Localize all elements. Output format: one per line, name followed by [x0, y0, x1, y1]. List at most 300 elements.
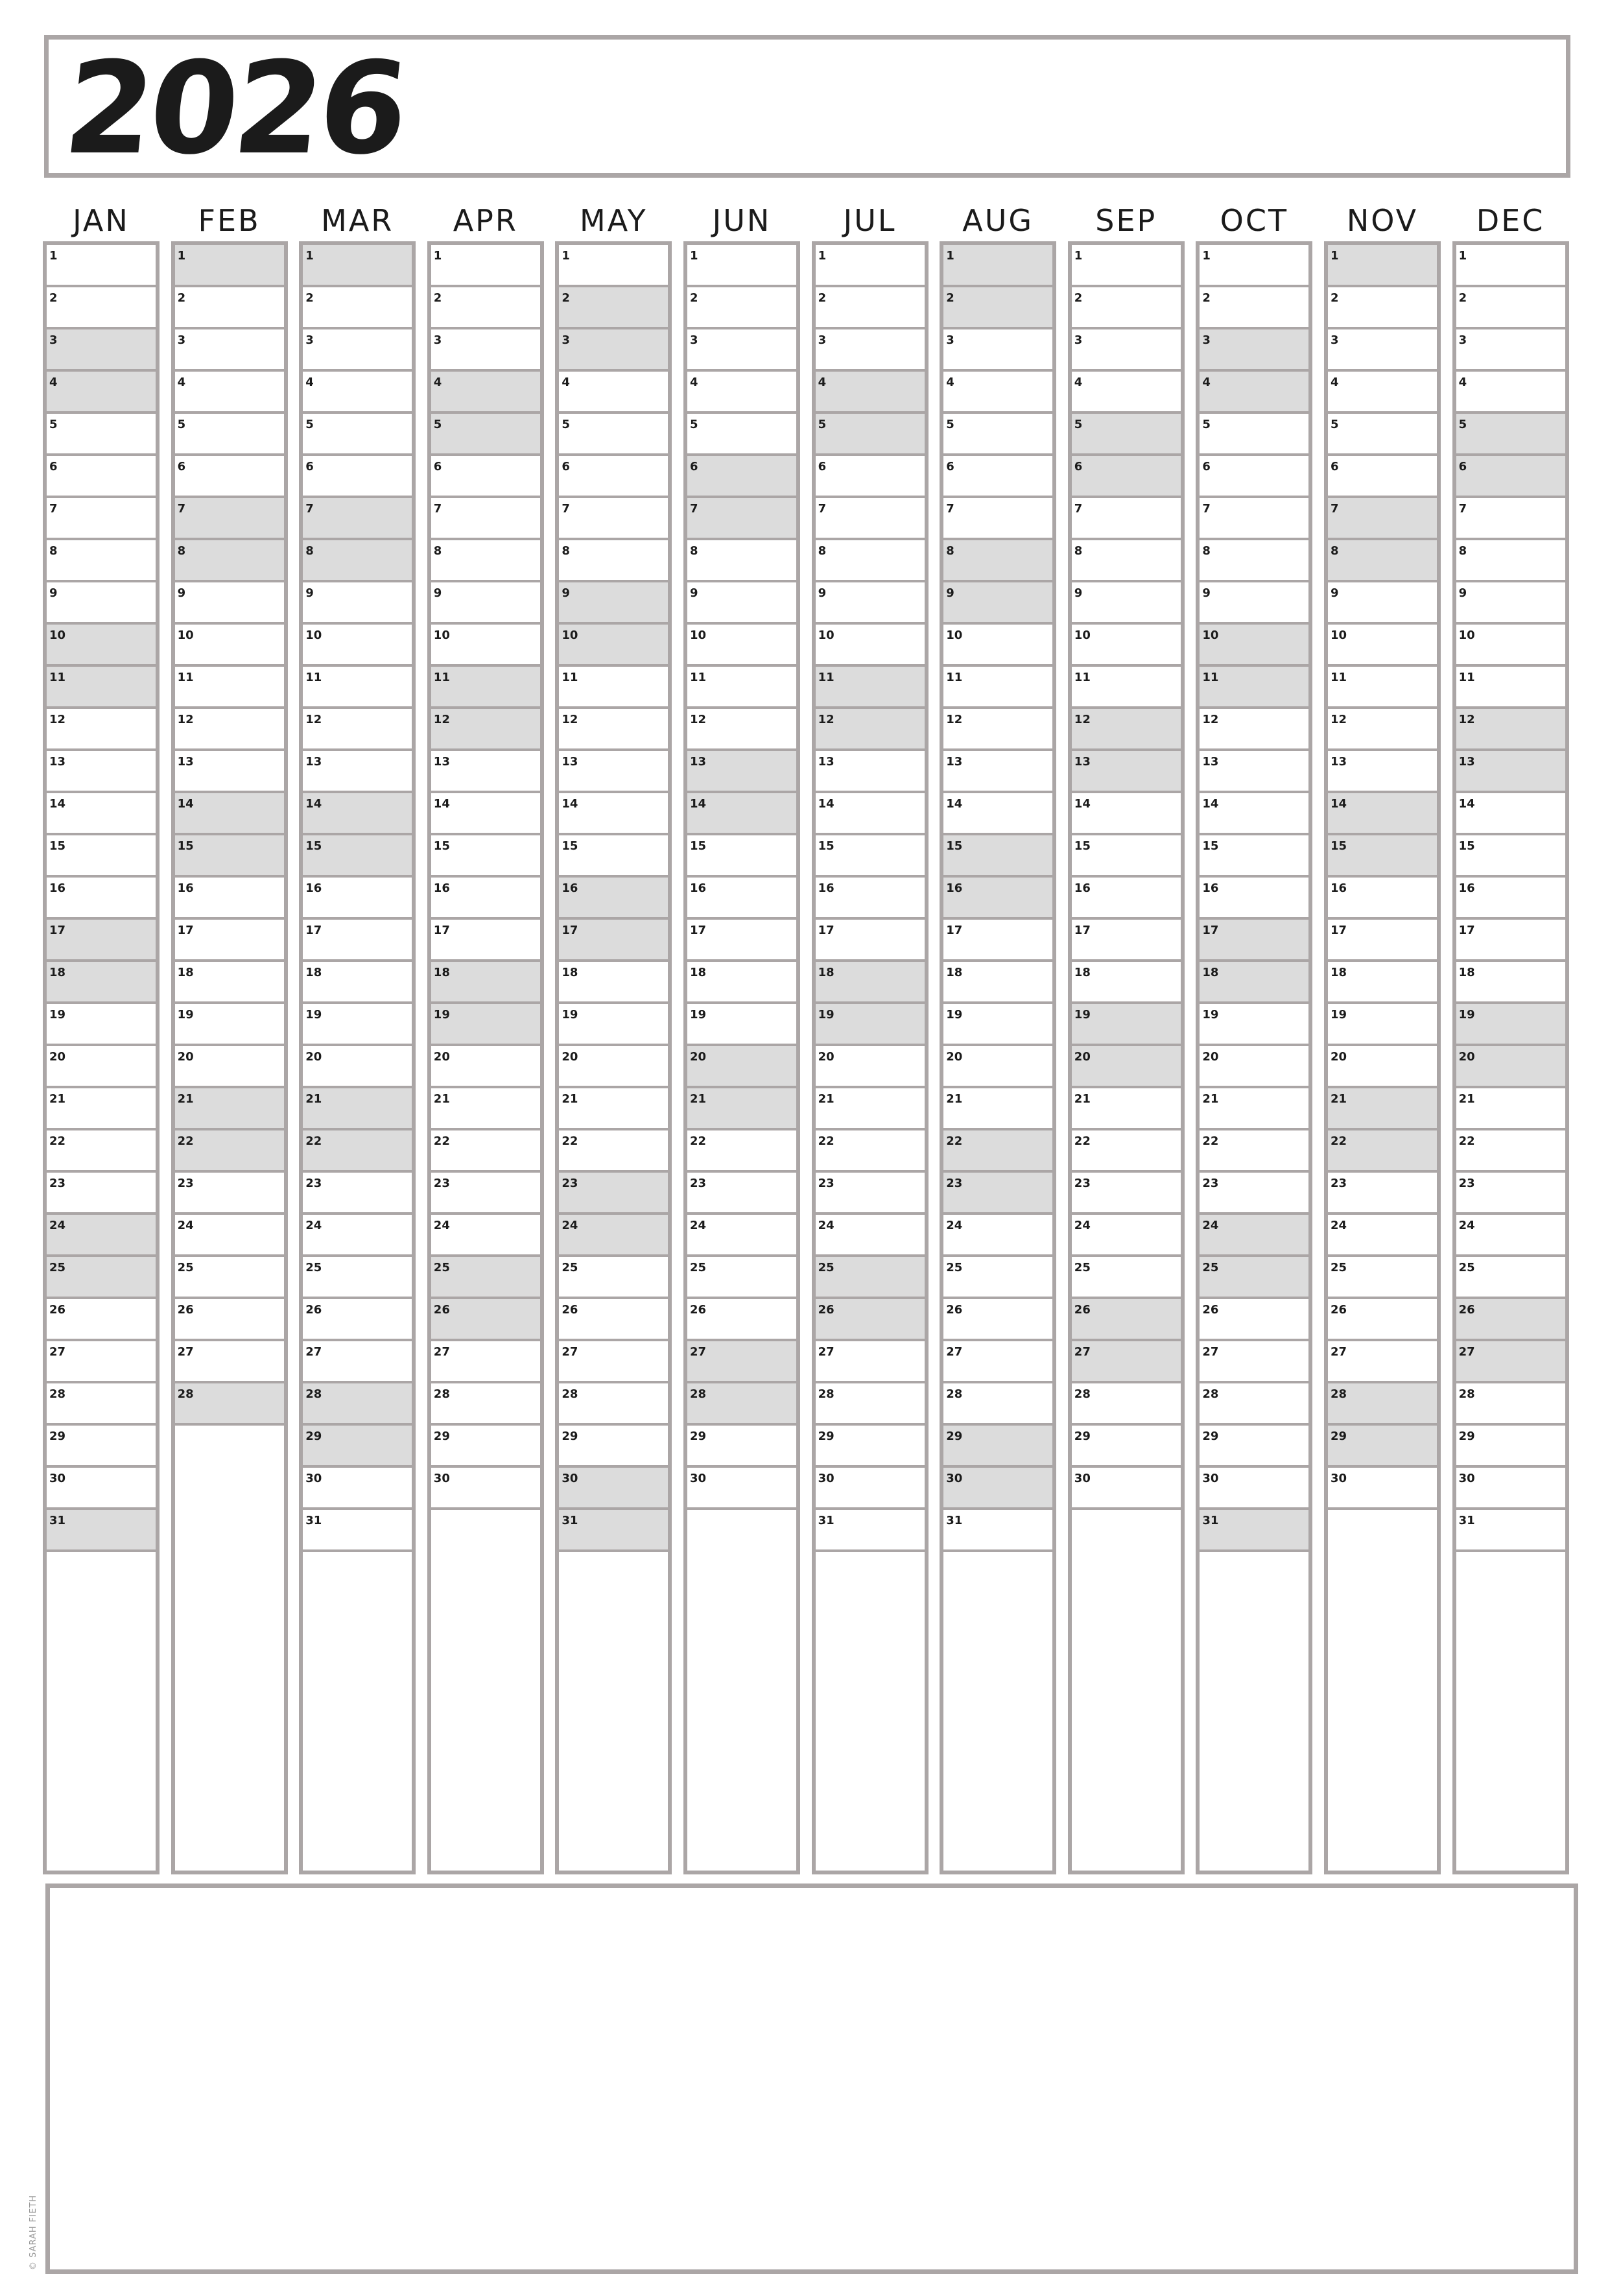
day-cell[interactable] — [47, 582, 156, 625]
day-cell[interactable] — [1200, 287, 1308, 329]
day-cell[interactable] — [816, 414, 925, 456]
day-cell[interactable] — [1200, 1468, 1308, 1510]
day-cell[interactable] — [431, 1383, 540, 1426]
day-cell[interactable] — [1200, 625, 1308, 667]
day-cell[interactable] — [47, 372, 156, 414]
day-cell[interactable] — [175, 414, 284, 456]
day-cell[interactable] — [303, 1215, 412, 1257]
day-cell[interactable] — [175, 287, 284, 329]
day-cell[interactable] — [175, 245, 284, 287]
day-cell[interactable] — [431, 582, 540, 625]
day-cell[interactable] — [559, 1130, 668, 1173]
day-cell[interactable] — [943, 793, 1052, 835]
day-cell[interactable] — [1200, 1046, 1308, 1088]
day-cell[interactable] — [431, 1004, 540, 1046]
day-cell[interactable] — [1456, 1341, 1565, 1383]
day-cell[interactable] — [303, 920, 412, 962]
day-cell[interactable] — [559, 245, 668, 287]
day-cell[interactable] — [175, 1173, 284, 1215]
day-cell[interactable] — [943, 1341, 1052, 1383]
day-cell[interactable] — [943, 709, 1052, 751]
day-cell[interactable] — [816, 1383, 925, 1426]
day-cell[interactable] — [175, 329, 284, 372]
day-cell[interactable] — [559, 582, 668, 625]
day-cell[interactable] — [1328, 751, 1437, 793]
day-cell[interactable] — [1072, 498, 1181, 540]
day-cell[interactable] — [1456, 793, 1565, 835]
day-cell[interactable] — [943, 962, 1052, 1004]
day-cell[interactable] — [559, 287, 668, 329]
day-cell[interactable] — [1072, 962, 1181, 1004]
day-cell[interactable] — [303, 1257, 412, 1299]
day-cell[interactable] — [816, 1215, 925, 1257]
day-cell[interactable] — [1072, 878, 1181, 920]
day-cell[interactable] — [1328, 1046, 1437, 1088]
day-cell[interactable] — [175, 1341, 284, 1383]
day-cell[interactable] — [943, 1257, 1052, 1299]
day-cell[interactable] — [687, 625, 796, 667]
day-cell[interactable] — [175, 372, 284, 414]
day-cell[interactable] — [175, 835, 284, 878]
day-cell[interactable] — [431, 625, 540, 667]
day-cell[interactable] — [47, 1341, 156, 1383]
day-cell[interactable] — [1456, 920, 1565, 962]
day-cell[interactable] — [47, 245, 156, 287]
day-cell[interactable] — [1328, 1173, 1437, 1215]
day-cell[interactable] — [687, 962, 796, 1004]
day-cell[interactable] — [943, 878, 1052, 920]
day-cell[interactable] — [1200, 1510, 1308, 1552]
day-cell[interactable] — [1456, 498, 1565, 540]
day-cell[interactable] — [47, 1088, 156, 1130]
day-cell[interactable] — [816, 1341, 925, 1383]
day-cell[interactable] — [175, 1215, 284, 1257]
day-cell[interactable] — [431, 498, 540, 540]
day-cell[interactable] — [943, 920, 1052, 962]
day-cell[interactable] — [943, 540, 1052, 582]
day-cell[interactable] — [1456, 1004, 1565, 1046]
day-cell[interactable] — [816, 793, 925, 835]
day-cell[interactable] — [431, 1257, 540, 1299]
day-cell[interactable] — [175, 1299, 284, 1341]
day-cell[interactable] — [559, 372, 668, 414]
day-cell[interactable] — [47, 1046, 156, 1088]
day-cell[interactable] — [175, 878, 284, 920]
day-cell[interactable] — [816, 1173, 925, 1215]
day-cell[interactable] — [1200, 1383, 1308, 1426]
day-cell[interactable] — [431, 1130, 540, 1173]
day-cell[interactable] — [175, 498, 284, 540]
day-cell[interactable] — [1072, 1468, 1181, 1510]
day-cell[interactable] — [431, 751, 540, 793]
day-cell[interactable] — [1328, 414, 1437, 456]
day-cell[interactable] — [1328, 498, 1437, 540]
day-cell[interactable] — [303, 498, 412, 540]
day-cell[interactable] — [559, 1173, 668, 1215]
day-cell[interactable] — [1072, 540, 1181, 582]
day-cell[interactable] — [1072, 793, 1181, 835]
day-cell[interactable] — [303, 1088, 412, 1130]
day-cell[interactable] — [175, 709, 284, 751]
day-cell[interactable] — [943, 414, 1052, 456]
day-cell[interactable] — [1456, 1257, 1565, 1299]
day-cell[interactable] — [47, 1510, 156, 1552]
day-cell[interactable] — [303, 1341, 412, 1383]
day-cell[interactable] — [1328, 1299, 1437, 1341]
day-cell[interactable] — [816, 1426, 925, 1468]
day-cell[interactable] — [1072, 1004, 1181, 1046]
day-cell[interactable] — [303, 1426, 412, 1468]
day-cell[interactable] — [559, 540, 668, 582]
day-cell[interactable] — [943, 1088, 1052, 1130]
day-cell[interactable] — [943, 1173, 1052, 1215]
day-cell[interactable] — [431, 1299, 540, 1341]
day-cell[interactable] — [943, 1468, 1052, 1510]
day-cell[interactable] — [1072, 751, 1181, 793]
day-cell[interactable] — [47, 625, 156, 667]
day-cell[interactable] — [1456, 245, 1565, 287]
day-cell[interactable] — [1328, 625, 1437, 667]
day-cell[interactable] — [1200, 667, 1308, 709]
day-cell[interactable] — [1328, 1383, 1437, 1426]
day-cell[interactable] — [559, 709, 668, 751]
day-cell[interactable] — [687, 1257, 796, 1299]
day-cell[interactable] — [1072, 625, 1181, 667]
day-cell[interactable] — [303, 962, 412, 1004]
day-cell[interactable] — [943, 625, 1052, 667]
day-cell[interactable] — [431, 1173, 540, 1215]
day-cell[interactable] — [687, 1215, 796, 1257]
day-cell[interactable] — [559, 835, 668, 878]
day-cell[interactable] — [1072, 287, 1181, 329]
day-cell[interactable] — [175, 667, 284, 709]
day-cell[interactable] — [559, 1257, 668, 1299]
day-cell[interactable] — [303, 540, 412, 582]
day-cell[interactable] — [687, 667, 796, 709]
day-cell[interactable] — [1456, 751, 1565, 793]
day-cell[interactable] — [1072, 1088, 1181, 1130]
day-cell[interactable] — [303, 456, 412, 498]
day-cell[interactable] — [47, 287, 156, 329]
day-cell[interactable] — [1328, 1004, 1437, 1046]
day-cell[interactable] — [175, 1383, 284, 1426]
day-cell[interactable] — [559, 751, 668, 793]
day-cell[interactable] — [687, 1299, 796, 1341]
day-cell[interactable] — [1328, 920, 1437, 962]
day-cell[interactable] — [559, 1426, 668, 1468]
day-cell[interactable] — [816, 456, 925, 498]
day-cell[interactable] — [1456, 1510, 1565, 1552]
day-cell[interactable] — [687, 1004, 796, 1046]
day-cell[interactable] — [1200, 835, 1308, 878]
day-cell[interactable] — [175, 1130, 284, 1173]
day-cell[interactable] — [47, 1299, 156, 1341]
day-cell[interactable] — [431, 1215, 540, 1257]
day-cell[interactable] — [1328, 540, 1437, 582]
notes-box[interactable] — [45, 1883, 1578, 2274]
day-cell[interactable] — [175, 1046, 284, 1088]
day-cell[interactable] — [816, 1510, 925, 1552]
day-cell[interactable] — [943, 1215, 1052, 1257]
day-cell[interactable] — [303, 1383, 412, 1426]
day-cell[interactable] — [943, 751, 1052, 793]
day-cell[interactable] — [559, 920, 668, 962]
day-cell[interactable] — [943, 456, 1052, 498]
day-cell[interactable] — [559, 878, 668, 920]
day-cell[interactable] — [687, 1088, 796, 1130]
day-cell[interactable] — [303, 1510, 412, 1552]
day-cell[interactable] — [303, 1004, 412, 1046]
day-cell[interactable] — [1200, 540, 1308, 582]
day-cell[interactable] — [1456, 1215, 1565, 1257]
day-cell[interactable] — [1200, 1088, 1308, 1130]
day-cell[interactable] — [431, 456, 540, 498]
day-cell[interactable] — [1328, 287, 1437, 329]
day-cell[interactable] — [687, 245, 796, 287]
day-cell[interactable] — [559, 1215, 668, 1257]
day-cell[interactable] — [687, 1130, 796, 1173]
day-cell[interactable] — [1328, 1130, 1437, 1173]
day-cell[interactable] — [559, 498, 668, 540]
day-cell[interactable] — [816, 372, 925, 414]
day-cell[interactable] — [1072, 1257, 1181, 1299]
day-cell[interactable] — [175, 1088, 284, 1130]
day-cell[interactable] — [47, 920, 156, 962]
day-cell[interactable] — [943, 1510, 1052, 1552]
day-cell[interactable] — [687, 287, 796, 329]
day-cell[interactable] — [431, 1468, 540, 1510]
day-cell[interactable] — [943, 1046, 1052, 1088]
day-cell[interactable] — [47, 456, 156, 498]
day-cell[interactable] — [1200, 1215, 1308, 1257]
day-cell[interactable] — [1072, 1173, 1181, 1215]
day-cell[interactable] — [1328, 1426, 1437, 1468]
day-cell[interactable] — [47, 414, 156, 456]
day-cell[interactable] — [47, 329, 156, 372]
day-cell[interactable] — [1072, 1341, 1181, 1383]
day-cell[interactable] — [1072, 1046, 1181, 1088]
day-cell[interactable] — [687, 582, 796, 625]
day-cell[interactable] — [559, 329, 668, 372]
day-cell[interactable] — [303, 582, 412, 625]
day-cell[interactable] — [1200, 582, 1308, 625]
day-cell[interactable] — [943, 498, 1052, 540]
day-cell[interactable] — [943, 582, 1052, 625]
day-cell[interactable] — [816, 582, 925, 625]
day-cell[interactable] — [559, 1468, 668, 1510]
day-cell[interactable] — [1456, 667, 1565, 709]
day-cell[interactable] — [1328, 962, 1437, 1004]
day-cell[interactable] — [431, 962, 540, 1004]
day-cell[interactable] — [47, 540, 156, 582]
day-cell[interactable] — [1200, 1299, 1308, 1341]
day-cell[interactable] — [1072, 1299, 1181, 1341]
day-cell[interactable] — [687, 1046, 796, 1088]
day-cell[interactable] — [431, 1426, 540, 1468]
day-cell[interactable] — [1072, 835, 1181, 878]
day-cell[interactable] — [687, 414, 796, 456]
day-cell[interactable] — [1328, 372, 1437, 414]
day-cell[interactable] — [1072, 456, 1181, 498]
day-cell[interactable] — [943, 667, 1052, 709]
day-cell[interactable] — [1200, 878, 1308, 920]
day-cell[interactable] — [687, 1468, 796, 1510]
day-cell[interactable] — [816, 751, 925, 793]
day-cell[interactable] — [816, 329, 925, 372]
day-cell[interactable] — [816, 835, 925, 878]
day-cell[interactable] — [1072, 329, 1181, 372]
day-cell[interactable] — [687, 709, 796, 751]
day-cell[interactable] — [1456, 414, 1565, 456]
day-cell[interactable] — [816, 1004, 925, 1046]
day-cell[interactable] — [1200, 1341, 1308, 1383]
day-cell[interactable] — [816, 920, 925, 962]
day-cell[interactable] — [1456, 878, 1565, 920]
day-cell[interactable] — [943, 835, 1052, 878]
day-cell[interactable] — [816, 245, 925, 287]
day-cell[interactable] — [943, 287, 1052, 329]
day-cell[interactable] — [816, 1299, 925, 1341]
day-cell[interactable] — [1072, 414, 1181, 456]
day-cell[interactable] — [431, 709, 540, 751]
day-cell[interactable] — [1328, 1257, 1437, 1299]
day-cell[interactable] — [431, 245, 540, 287]
day-cell[interactable] — [687, 372, 796, 414]
day-cell[interactable] — [175, 751, 284, 793]
day-cell[interactable] — [559, 1088, 668, 1130]
day-cell[interactable] — [687, 498, 796, 540]
day-cell[interactable] — [1200, 1173, 1308, 1215]
day-cell[interactable] — [943, 1130, 1052, 1173]
day-cell[interactable] — [816, 1130, 925, 1173]
day-cell[interactable] — [47, 1215, 156, 1257]
day-cell[interactable] — [1456, 582, 1565, 625]
day-cell[interactable] — [943, 245, 1052, 287]
day-cell[interactable] — [175, 962, 284, 1004]
day-cell[interactable] — [816, 962, 925, 1004]
day-cell[interactable] — [47, 709, 156, 751]
day-cell[interactable] — [816, 1257, 925, 1299]
day-cell[interactable] — [1200, 372, 1308, 414]
day-cell[interactable] — [1456, 540, 1565, 582]
day-cell[interactable] — [1072, 1215, 1181, 1257]
day-cell[interactable] — [47, 1383, 156, 1426]
day-cell[interactable] — [1328, 329, 1437, 372]
day-cell[interactable] — [431, 835, 540, 878]
day-cell[interactable] — [431, 287, 540, 329]
day-cell[interactable] — [431, 372, 540, 414]
day-cell[interactable] — [687, 920, 796, 962]
day-cell[interactable] — [1456, 329, 1565, 372]
day-cell[interactable] — [559, 793, 668, 835]
day-cell[interactable] — [1200, 1426, 1308, 1468]
day-cell[interactable] — [1456, 1299, 1565, 1341]
day-cell[interactable] — [1200, 709, 1308, 751]
day-cell[interactable] — [1328, 245, 1437, 287]
day-cell[interactable] — [47, 793, 156, 835]
day-cell[interactable] — [1072, 582, 1181, 625]
day-cell[interactable] — [1072, 1383, 1181, 1426]
day-cell[interactable] — [559, 1046, 668, 1088]
day-cell[interactable] — [1456, 1468, 1565, 1510]
day-cell[interactable] — [47, 498, 156, 540]
day-cell[interactable] — [431, 667, 540, 709]
day-cell[interactable] — [816, 498, 925, 540]
day-cell[interactable] — [816, 1468, 925, 1510]
day-cell[interactable] — [1456, 625, 1565, 667]
day-cell[interactable] — [943, 1383, 1052, 1426]
day-cell[interactable] — [687, 793, 796, 835]
day-cell[interactable] — [1200, 962, 1308, 1004]
day-cell[interactable] — [303, 835, 412, 878]
day-cell[interactable] — [559, 1383, 668, 1426]
day-cell[interactable] — [1328, 667, 1437, 709]
day-cell[interactable] — [687, 1341, 796, 1383]
day-cell[interactable] — [47, 835, 156, 878]
day-cell[interactable] — [175, 456, 284, 498]
day-cell[interactable] — [1456, 287, 1565, 329]
day-cell[interactable] — [1200, 414, 1308, 456]
day-cell[interactable] — [1456, 835, 1565, 878]
day-cell[interactable] — [303, 1130, 412, 1173]
day-cell[interactable] — [943, 372, 1052, 414]
day-cell[interactable] — [47, 1173, 156, 1215]
day-cell[interactable] — [175, 582, 284, 625]
day-cell[interactable] — [816, 287, 925, 329]
day-cell[interactable] — [1200, 456, 1308, 498]
day-cell[interactable] — [559, 1510, 668, 1552]
day-cell[interactable] — [431, 414, 540, 456]
day-cell[interactable] — [175, 1004, 284, 1046]
day-cell[interactable] — [559, 414, 668, 456]
day-cell[interactable] — [1072, 1426, 1181, 1468]
day-cell[interactable] — [431, 1046, 540, 1088]
day-cell[interactable] — [303, 1299, 412, 1341]
day-cell[interactable] — [1328, 1215, 1437, 1257]
day-cell[interactable] — [943, 329, 1052, 372]
day-cell[interactable] — [1072, 667, 1181, 709]
day-cell[interactable] — [303, 372, 412, 414]
day-cell[interactable] — [1200, 1257, 1308, 1299]
day-cell[interactable] — [47, 962, 156, 1004]
day-cell[interactable] — [303, 625, 412, 667]
day-cell[interactable] — [47, 1257, 156, 1299]
day-cell[interactable] — [1456, 1088, 1565, 1130]
day-cell[interactable] — [303, 751, 412, 793]
day-cell[interactable] — [431, 920, 540, 962]
day-cell[interactable] — [559, 1299, 668, 1341]
day-cell[interactable] — [1456, 372, 1565, 414]
day-cell[interactable] — [816, 878, 925, 920]
day-cell[interactable] — [47, 1130, 156, 1173]
day-cell[interactable] — [559, 625, 668, 667]
day-cell[interactable] — [1456, 456, 1565, 498]
day-cell[interactable] — [47, 878, 156, 920]
day-cell[interactable] — [1456, 1173, 1565, 1215]
day-cell[interactable] — [1328, 793, 1437, 835]
day-cell[interactable] — [1072, 245, 1181, 287]
day-cell[interactable] — [559, 456, 668, 498]
day-cell[interactable] — [175, 1257, 284, 1299]
day-cell[interactable] — [303, 1173, 412, 1215]
day-cell[interactable] — [175, 625, 284, 667]
day-cell[interactable] — [943, 1004, 1052, 1046]
day-cell[interactable] — [816, 1046, 925, 1088]
day-cell[interactable] — [303, 245, 412, 287]
day-cell[interactable] — [1072, 1130, 1181, 1173]
day-cell[interactable] — [431, 1088, 540, 1130]
day-cell[interactable] — [431, 878, 540, 920]
